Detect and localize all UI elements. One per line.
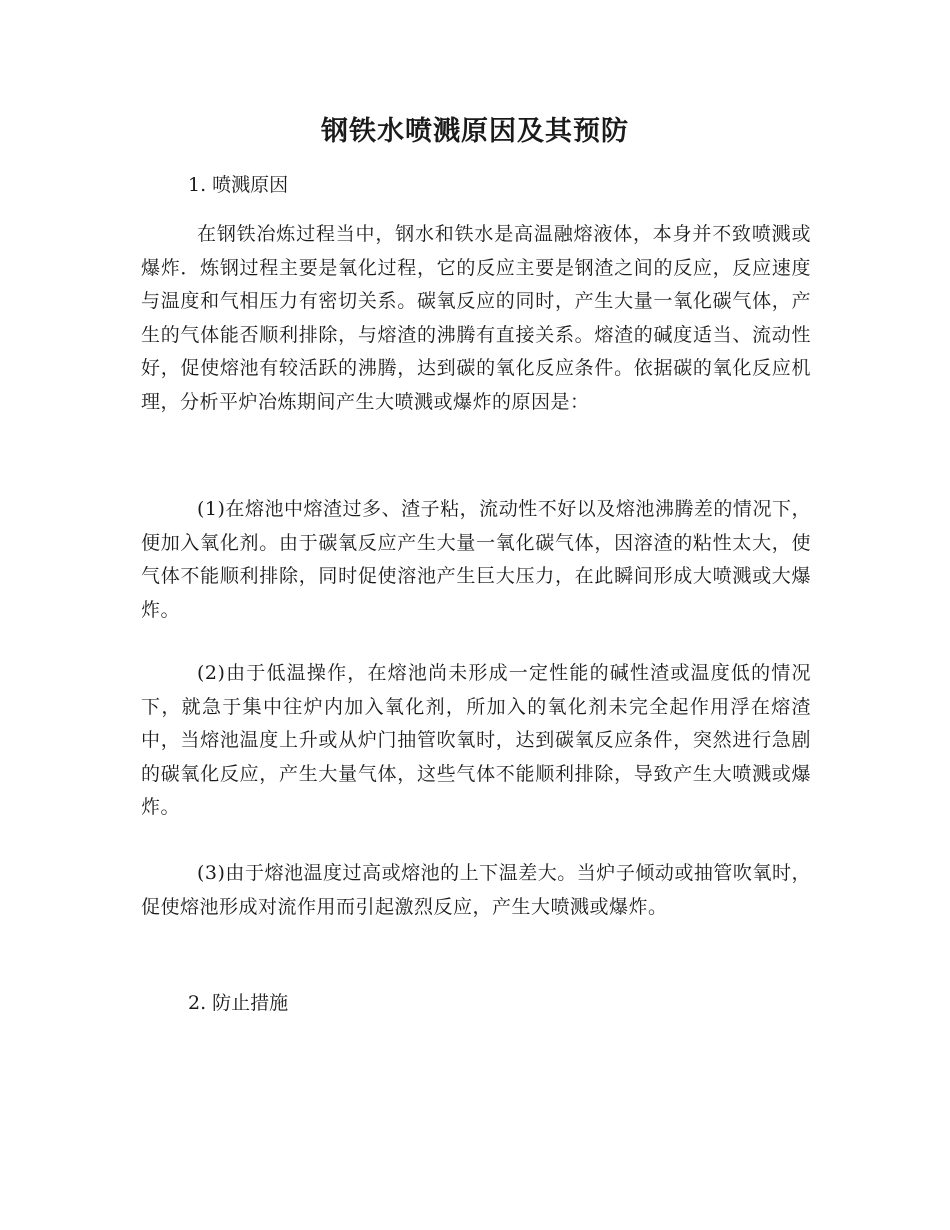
- paragraph-cause-3: (3)由于熔池温度过高或熔池的上下温差大。当炉子倾动或抽管吹氧时，促使熔池形成对流作用而引起激烈反应，产生大喷溅或爆炸。: [141, 862, 811, 918]
- section-heading-causes: 1. 喷溅原因: [188, 174, 289, 196]
- paragraph-intro: 在钢铁冶炼过程当中，钢水和铁水是高温融熔液体，本身并不致喷溅或爆炸．炼钢过程主要是氧化过程，它的反应主要是钢渣之间的反应，反应速度与温度和气相压力有密切关系。碳氧反应的同时，产生大量一氧化碳气体，产生的气体能否顺利排除，与熔渣的沸腾有直接关系。熔渣的碱度适当、流动性好，促使熔池有较活跃的沸腾，达到碳的氧化反应条件。依据碳的氧化反应机理，分析平炉冶炼期间产生大喷溅或爆炸的原因是：: [141, 223, 811, 413]
- paragraph-cause-1: (1)在熔池中熔渣过多、渣子粘，流动性不好以及熔池沸腾差的情况下，便加入氧化剂。由于碳氧反应产生大量一氧化碳气体，因溶渣的粘性太大，使气体不能顺利排除，同时促使溶池产生巨大压力，在此瞬间形成大喷溅或大爆炸。: [141, 498, 811, 621]
- document-title: 钢铁水喷溅原因及其预防: [321, 116, 629, 147]
- paragraph-cause-2: (2)由于低温操作，在熔池尚未形成一定性能的碱性渣或温度低的情况下，就急于集中往炉内加入氧化剂，所加入的氧化剂未完全起作用浮在熔渣中，当熔池温度上升或从炉门抽管吹氧时，达到碳氧反应条件，突然进行急剧的碳氧化反应，产生大量气体，这些气体不能顺利排除，导致产生大喷溅或爆炸。: [141, 662, 811, 819]
- section-heading-prevention: 2. 防止措施: [188, 992, 289, 1014]
